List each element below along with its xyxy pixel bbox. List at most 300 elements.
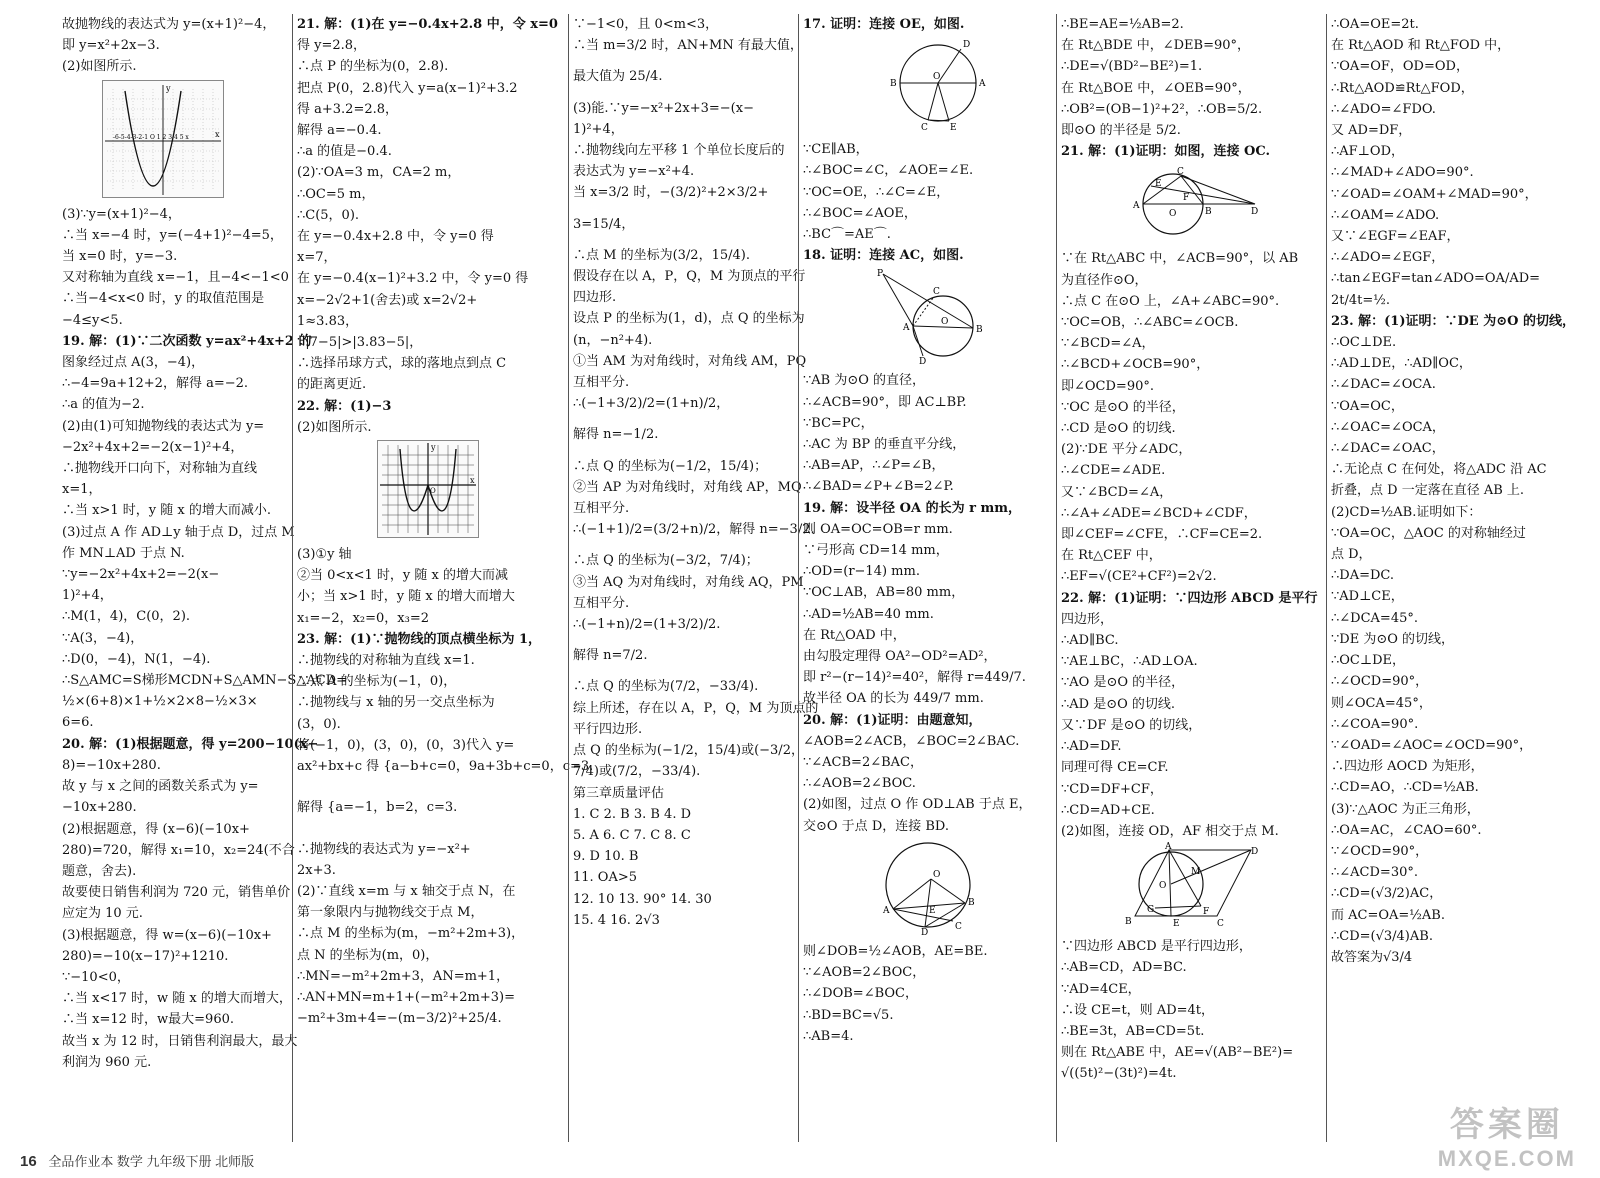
watermark-line-2: MXQE.COM [1437, 1146, 1576, 1171]
text-line: ②当 AP 为对角线时，对角线 AP，MQ [573, 479, 802, 495]
text-line [573, 446, 794, 456]
text-line: (3)根据题意，得 w=(x−6)(−10x+ [62, 927, 272, 943]
text-line: ②当 0<x<1 时，y 随 x 的增大而减 [297, 568, 508, 584]
text-line: 第一象限内与抛物线交于点 M， [297, 905, 484, 921]
text-line: (3，0). [297, 716, 341, 732]
circle-diagram-18 [873, 268, 993, 368]
text-line: −2x²+4x+2=−2(x−1)²+4， [62, 439, 244, 455]
text-line: ∴OD=(r−14) mm. [803, 564, 920, 580]
text-line: ∴当 x=−4 时，y=(−4+1)²−4=5， [62, 227, 283, 243]
text-line: −m²+3m+4=−(m−3/2)²+25/4. [297, 1011, 502, 1027]
text-line: (2)∵直线 x=m 与 x 轴交于点 N，在 [297, 883, 516, 899]
text-line: 第三章质量评估 [573, 785, 665, 801]
text-line: 则在 Rt△ABE 中，AE=√(AB²−BE²)= [1061, 1045, 1294, 1061]
text-line: 19. 解：设半径 OA 的长为 r mm， [803, 500, 1022, 516]
text-line: 四边形. [573, 290, 617, 306]
circle-figure-17 [883, 37, 993, 133]
text-line: −4≤y<5. [62, 312, 123, 328]
text-line: 6=6. [62, 715, 94, 731]
text-line: ∴C(5，0). [297, 207, 360, 223]
text-line: 而 AC=OA=½AB. [1331, 907, 1445, 923]
y-axis-label: y [431, 443, 436, 453]
text-line: (n，−n²+4). [573, 332, 653, 348]
text-line: ∴OB²=(OB−1)²+2²，∴OB=5/2. [1061, 101, 1263, 117]
figure-point-label: D [1251, 847, 1259, 858]
text-line: ∵OA=OF，OD=OD， [1331, 59, 1469, 75]
text-line: ∵AB 为⊙O 的直径， [803, 373, 926, 389]
text-line: 解得 a=−0.4. [297, 123, 382, 139]
text-line: ∴∠ADO=∠EGF， [1331, 250, 1445, 266]
text-line: (2)如图，连接 OD，AF 相交于点 M. [1061, 823, 1279, 839]
text-line: ∵OC 是⊙O 的半径， [1061, 399, 1185, 415]
text-line: ∴DE=√(BD²−BE²)=1. [1061, 59, 1203, 75]
text-line: ∴AD∥BC. [1061, 633, 1119, 649]
text-line [297, 829, 564, 839]
text-line: ∴当 m=3/2 时，AN+MN 有最大值， [573, 38, 803, 54]
text-line: (2)由(1)可知抛物线的表达式为 y= [62, 418, 265, 434]
text-line: 为直径作⊙O， [1061, 272, 1148, 288]
text-line: 假设存在以 A，P，Q，M 为顶点的平行 [573, 269, 806, 285]
text-line: 的距离更近. [297, 377, 367, 393]
text-line: 又∵DF 是⊙O 的切线， [1061, 717, 1202, 733]
text-line: ∴点 Q 的坐标为(−1/2，15/4)； [573, 458, 768, 474]
text-line: 题意，舍去). [62, 863, 137, 879]
text-line: 利润为 960 元. [62, 1054, 152, 1070]
column-4 [798, 14, 1056, 1142]
text-line: ∴tan∠EGF=tan∠ADO=OA/AD= [1331, 271, 1541, 287]
text-line: ①当 AM 为对角线时，对角线 AM，PQ [573, 353, 807, 369]
footer-book-title: 全品作业本 数学 九年级下册 北师版 [48, 1154, 255, 1169]
text-line: 故答案为√3/4 [1331, 949, 1413, 965]
text-line: 11. OA>5 [573, 870, 638, 886]
text-line: 故当 x 为 12 时，日销售利润最大，最大 [62, 1033, 298, 1049]
text-line: ∴∠CDE=∠ADE. [1061, 463, 1166, 479]
text-line: 把点 P(0，2.8)代入 y=a(x−1)²+3.2 [297, 80, 518, 96]
text-line: 20. 解：(1)根据题意，得 y=200−10(x− [62, 736, 319, 752]
text-line: ∴DA=DC. [1331, 568, 1395, 584]
text-line: (3)能.∵y=−x²+2x+3=−(x− [573, 100, 754, 116]
text-line: ∴设 CE=t，则 AD=4t， [1061, 1002, 1215, 1018]
text-line: ∴∠DOB=∠BOC， [803, 986, 918, 1002]
figure-point-label: B [890, 79, 897, 90]
figure-point-label: D [921, 927, 929, 938]
text-line: ½×(6+8)×1+½×2×8−½×3× [62, 694, 258, 710]
text-line: (3)∵△AOC 为正三角形， [1331, 801, 1480, 817]
text-line: ∴∠OAM=∠ADO. [1331, 207, 1440, 223]
text-line: ∴∠ACD=30°. [1331, 865, 1418, 881]
text-line: 又∵∠BCD=∠A， [1061, 484, 1173, 500]
figure-point-label: C [955, 921, 962, 932]
text-line: 1≈3.83， [297, 313, 359, 329]
text-line: 应定为 10 元. [62, 906, 143, 922]
circle-figure-20 [873, 839, 983, 938]
text-line: (2)∵OA=3 m，CA=2 m， [297, 165, 461, 181]
text-line: 即 y=x²+2x−3. [62, 38, 160, 54]
text-line: 设点 P 的坐标为(1，d)，点 Q 的坐标为 [573, 311, 805, 327]
text-line: 9. D 10. B [573, 849, 639, 865]
text-line: 即 r²−(r−14)²=40²，解得 r=449/7. [803, 670, 1026, 686]
function-graph [378, 441, 478, 537]
text-line: 在 y=−0.4x+2.8 中，令 y=0 得 [297, 229, 494, 245]
figure-point-label: M [1191, 867, 1201, 878]
text-line: ∵弓形高 CD=14 mm， [803, 543, 949, 559]
text-line: ∴∠A+∠ADE=∠BCD+∠CDF， [1061, 505, 1257, 521]
text-line: ∴抛物线的表达式为 y=−x²+ [297, 841, 471, 857]
text-line [297, 819, 564, 829]
text-line: 点 N 的坐标为(m，0)， [297, 947, 439, 963]
text-line: ∵y=−2x²+4x+2=−2(x− [62, 567, 220, 583]
text-line: 解得 {a=−1，b=2，c=3. [297, 800, 458, 816]
text-line: ∴OC⊥DE. [1331, 335, 1397, 351]
figure-point-label: B [976, 325, 983, 336]
text-line: 1)²+4， [62, 588, 113, 604]
circle-diagram-21 [1131, 164, 1261, 242]
text-line: ∴D(0，−4)，N(1，−4). [62, 651, 211, 667]
text-line: ∵四边形 ABCD 是平行四边形， [1061, 939, 1252, 955]
figure-point-label: E [929, 905, 936, 916]
text-line: (2)∵DE 平分∠ADC， [1061, 442, 1192, 458]
figure-point-label: B [1205, 207, 1212, 218]
figure-point-label: D [919, 357, 927, 368]
text-line: ∴AD=½AB=40 mm. [803, 606, 934, 622]
text-line: ∵A(3，−4)， [62, 630, 144, 646]
text-line: ∴当−4<x<0 时，y 的取值范围是 [62, 291, 265, 307]
text-line: ∵AO 是⊙O 的半径， [1061, 675, 1185, 691]
watermark [1438, 1097, 1576, 1172]
figure-point-label: D [1251, 207, 1259, 218]
text-line: (2)根据题意，得 (x−6)(−10x+ [62, 821, 250, 837]
text-line: ∴CD=AO，∴CD=½AB. [1331, 780, 1479, 796]
text-line: ∴∠BOC=∠C，∠AOE=∠E. [803, 163, 974, 179]
page-number: 16 [20, 1153, 37, 1170]
origin-label: O [430, 487, 436, 496]
text-line: ∵−10<0， [62, 969, 130, 985]
text-line: ∵DE 为⊙O 的切线， [1331, 631, 1454, 647]
text-line: 3=15/4， [573, 216, 635, 232]
text-line: ∴BC⌒=AE⌒. [803, 227, 891, 243]
text-line: ∴M(1，4)，C(0，2). [62, 609, 191, 625]
text-line: (3)过点 A 作 AD⊥y 轴于点 D，过点 M [62, 524, 295, 540]
text-line: 2x+3. [297, 862, 336, 878]
text-line: 解得 n=7/2. [573, 648, 648, 664]
text-line [297, 787, 564, 797]
text-line: 23. 解：(1)∵抛物线的顶点横坐标为 1， [297, 631, 542, 647]
text-line: 1. C 2. B 3. B 4. D [573, 806, 692, 822]
text-line: x₁=−2，x₂=0，x₃=2 [297, 610, 430, 626]
text-line: 图象经过点 A(3，−4)， [62, 355, 205, 371]
text-line: ∴(−1+1)/2=(3/2+n)/2，解得 n=−3/2. [573, 522, 815, 538]
text-line: ∴OC=5 m， [297, 186, 375, 202]
text-line: ③当 AQ 为对角线时，对角线 AQ，PM [573, 574, 804, 590]
figure-point-label: G [1147, 905, 1155, 916]
figure-point-label: E [950, 123, 957, 134]
text-line: 平行四边形. [573, 721, 643, 737]
text-line: 则 OA=OC=OB=r mm. [803, 521, 953, 537]
figure-point-label: E [1155, 179, 1162, 190]
text-line: ∵OC⊥AB，AB=80 mm， [803, 585, 965, 601]
figure-point-label: P [877, 269, 884, 280]
figure-point-label: C [1217, 919, 1224, 930]
text-line: 280)=−10(x−17)²+1210. [62, 948, 229, 964]
text-line: 在 Rt△BDE 中，∠DEB=90°， [1061, 38, 1251, 54]
text-line: ∴∠DAC=∠OCA. [1331, 377, 1436, 393]
text-line: x=−2√2+1(舍去)或 x=2√2+ [297, 292, 478, 308]
column-5 [1056, 14, 1326, 1142]
text-line: ∴AD=DF. [1061, 739, 1122, 755]
text-line: 又∵∠EGF=∠EAF， [1331, 229, 1460, 245]
parabola-graph-figure [102, 80, 224, 198]
figure-point-label: E [1173, 919, 1180, 930]
figure-point-label: D [963, 40, 971, 51]
text-line: x=7， [297, 250, 337, 266]
column-3 [568, 14, 819, 1142]
text-line: 在 Rt△BOE 中，∠OEB=90°， [1061, 80, 1251, 96]
column-2 [292, 14, 594, 1142]
text-line: 当 x=3/2 时，−(3/2)²+2×3/2+ [573, 185, 769, 201]
text-line: ∠AOB=2∠ACB，∠BOC=2∠BAC. [803, 733, 1020, 749]
circle-figure-22 [1121, 844, 1261, 930]
text-line: 交⊙O 于点 D，连接 BD. [803, 818, 950, 834]
text-line: 18. 证明：连接 AC，如图. [803, 248, 964, 264]
text-line: ∴点 C 在⊙O 上，∠A+∠ABC=90°. [1061, 293, 1280, 309]
text-line: 22. 解：(1)证明：∵四边形 ABCD 是平行 [1061, 590, 1318, 606]
text-line: 15. 4 16. 2√3 [573, 912, 660, 928]
text-line: 小；当 x>1 时，y 随 x 的增大而增大 [297, 589, 515, 605]
text-line: √((5t)²−(3t)²)=4t. [1061, 1066, 1177, 1082]
text-line: ∴CD=(√3/4)AB. [1331, 928, 1433, 944]
text-line: ∴AC 为 BP 的垂直平分线， [803, 437, 966, 453]
text-line: ∴BE=AE=½AB=2. [1061, 17, 1184, 32]
text-line: 即∠OCD=90°. [1061, 378, 1154, 394]
text-line: x=1， [62, 482, 102, 498]
text-line: ∵OA=OC，△AOC 的对称轴经过 [1331, 525, 1526, 541]
text-line: 综上所述，存在以 A，P，Q，M 为顶点的 [573, 700, 819, 716]
text-line: 又对称轴为直线 x=−1，且−4<−1<0 [62, 270, 289, 286]
figure-point-label: A [903, 323, 910, 334]
text-line: 又 AD=DF， [1331, 123, 1412, 139]
figure-point-label: A [1165, 842, 1172, 853]
text-line: 则∠DOB=½∠AOB，AE=BE. [803, 943, 988, 959]
text-line: ∴∠BOC=∠AOE， [803, 205, 917, 221]
text-line: 21. 解：(1)证明：如图，连接 OC. [1061, 144, 1270, 160]
text-line: ∴∠ACB=90°，即 AC⊥BP. [803, 394, 967, 410]
figure-point-label: F [1203, 907, 1210, 918]
text-line: 22. 解：(1)−3 [297, 398, 392, 414]
text-line: 17. 证明：连接 OE，如图. [803, 17, 965, 32]
text-line: ∴∠DCA=45°. [1331, 610, 1418, 626]
circle-figure-21 [1131, 164, 1261, 242]
function-graph-figure [377, 440, 479, 538]
text-line: 7/4)或(7/2，−33/4). [573, 764, 701, 780]
text-line: ∴AD⊥DE，∴AD∥OC， [1331, 356, 1472, 372]
text-line: ∴AB=CD，AD=BC. [1061, 960, 1187, 976]
text-line: ∴EF=√(CE²+CF²)=2√2. [1061, 569, 1217, 585]
text-line: ∵OC=OE，∴∠C=∠E， [803, 184, 950, 200]
circle-figure-18 [873, 268, 993, 368]
figure-point-label: O [941, 317, 949, 328]
text-line: (3)①y 轴 [297, 547, 352, 563]
text-line: ∴−4=9a+12+2，解得 a=−2. [62, 376, 249, 392]
text-line: ∵AD⊥CE， [1331, 589, 1404, 605]
text-line [573, 540, 794, 550]
text-line: 最大值为 25/4. [573, 69, 663, 85]
text-line: 解得 n=−1/2. [573, 427, 659, 443]
text-line: 23. 解：(1)证明：∵DE 为⊙O 的切线， [1331, 313, 1575, 329]
text-line: 得 y=2.8， [297, 38, 367, 54]
text-line: 当 x=0 时，y=−3. [62, 249, 178, 265]
text-line: 2t/4t=½. [1331, 292, 1390, 308]
text-line: 1)²+4， [573, 121, 624, 137]
text-line: ∵OA=OC， [1331, 398, 1404, 414]
text-line: 互相平分. [573, 501, 630, 517]
text-line: ∴抛物线的对称轴为直线 x=1. [297, 653, 475, 669]
text-line: ∴AB=4. [803, 1028, 854, 1044]
figure-point-label: O [1169, 209, 1177, 220]
text-line: ∴点 Q 的坐标为(−3/2，7/4)； [573, 553, 759, 569]
text-line: ∵∠OAD=∠OAM+∠MAD=90°， [1331, 186, 1538, 202]
text-line: ∴AF⊥OD， [1331, 144, 1404, 160]
text-line: ∴OC⊥DE， [1331, 653, 1406, 669]
text-line: 12. 10 13. 90° 14. 30 [573, 891, 712, 907]
text-line: 在 y=−0.4(x−1)²+3.2 中，令 y=0 得 [297, 271, 529, 287]
text-line: ∴CD=AD+CE. [1061, 802, 1155, 818]
text-line [573, 235, 794, 245]
text-line [573, 88, 794, 98]
text-line [573, 204, 794, 214]
text-line: ∵∠OCD=90°， [1331, 843, 1429, 859]
text-line: (3)∵y=(x+1)²−4， [62, 206, 181, 222]
page-footer [20, 1151, 254, 1170]
text-line: ∴点 Q 的坐标为(7/2，−33/4). [573, 679, 759, 695]
text-line: 在 Rt△AOD 和 Rt△FOD 中， [1331, 38, 1511, 54]
y-axis-label: y [166, 83, 171, 93]
text-line: ∴MN=−m²+2m+3，AN=m+1， [297, 968, 510, 984]
text-line [573, 414, 794, 424]
text-line: 将(−1，0)，(3，0)，(0，3)代入 y= [297, 737, 515, 753]
text-line [297, 777, 564, 787]
text-line: 19. 解：(1)∵二次函数 y=ax²+4x+2 的 [62, 333, 312, 349]
text-line: (2)CD=½AB.证明如下： [1331, 504, 1482, 520]
text-line: ∴点 P 的坐标为(0，2.8). [297, 59, 449, 75]
text-line: ∵−1<0，且 0<m<3， [573, 17, 719, 32]
figure-point-label: C [1177, 167, 1184, 178]
text-line: 作 MN⊥AD 于点 N. [62, 545, 185, 561]
text-line: ∴Rt△AOD≌Rt△FOD， [1331, 80, 1474, 96]
figure-point-label: F [1183, 193, 1190, 204]
text-line: 则∠OCA=45°， [1331, 695, 1432, 711]
text-line: ∵点 A 的坐标为(−1，0)， [297, 674, 457, 690]
text-line: 在 Rt△CEF 中， [1061, 548, 1162, 564]
figure-point-label: B [1125, 917, 1132, 928]
text-line: ax²+bx+c 得 {a−b+c=0，9a+3b+c=0，c=3. [297, 759, 594, 775]
text-line: (2)如图，过点 O 作 OD⊥AB 于点 E， [803, 797, 1032, 813]
text-line: 5. A 6. C 7. C 8. C [573, 827, 691, 843]
text-line: ∵OC=OB，∴∠ABC=∠OCB. [1061, 315, 1239, 331]
text-line: ∴BE=3t，AB=CD=5t. [1061, 1023, 1205, 1039]
text-line: ∴抛物线与 x 轴的另一交点坐标为 [297, 695, 495, 711]
text-line: ∴AB=AP，∴∠P=∠B， [803, 458, 945, 474]
figure-point-label: O [933, 869, 941, 880]
text-line: ∵∠ACB=2∠BAC， [803, 755, 923, 771]
text-line: ∵∠AOB=2∠BOC， [803, 965, 926, 981]
text-line: 点 D， [1331, 547, 1372, 563]
x-tick-labels: -6-5-4-3-2-1 O 1 2 3 4 5 x [113, 133, 189, 141]
text-line: 故抛物线的表达式为 y=(x+1)²−4， [62, 17, 276, 32]
text-line: 故要使日销售利润为 720 元，销售单价 [62, 885, 291, 901]
figure-point-label: O [1159, 881, 1167, 892]
text-line: 在 Rt△OAD 中， [803, 627, 906, 643]
text-line: ∵∠OAD=∠AOC=∠OCD=90°， [1331, 737, 1533, 753]
text-line: ∴CD 是⊙O 的切线. [1061, 421, 1176, 437]
text-line: ∵AE⊥BC，∴AD⊥OA. [1061, 654, 1198, 670]
text-line: ∴当 x<17 时，w 随 x 的增大而增大， [62, 991, 292, 1007]
column-6 [1326, 14, 1600, 1142]
text-line: ∴点 M 的坐标为(3/2，15/4). [573, 247, 750, 263]
text-line [573, 666, 794, 676]
text-line: ∴OA=AC，∠CAO=60°. [1331, 822, 1482, 838]
text-line: ∴AD 是⊙O 的切线. [1061, 696, 1176, 712]
text-line: ∵BC=PC， [803, 415, 874, 431]
text-line: ∴a 的值是−0.4. [297, 144, 392, 160]
circle-diagram-22 [1121, 844, 1261, 930]
text-line: ∵在 Rt△ABC 中，∠ACB=90°，以 AB [1061, 251, 1299, 267]
text-line: ∵|7−5|>|3.83−5|， [297, 335, 423, 351]
text-line: 故 y 与 x 之间的函数关系式为 y= [62, 779, 259, 795]
text-line: ∴(−1+3/2)/2=(1+n)/2， [573, 396, 730, 412]
text-line: ∴OA=OE=2t. [1331, 17, 1419, 32]
text-line: 故半径 OA 的长为 449/7 mm. [803, 691, 984, 707]
text-line: ∴∠MAD+∠ADO=90°. [1331, 165, 1474, 181]
circle-diagram-20 [873, 839, 983, 938]
x-axis-label: x [470, 476, 475, 486]
text-line: ∴AN+MN=m+1+(−m²+2m+3)= [297, 989, 516, 1005]
text-line: 表达式为 y=−x²+4. [573, 164, 695, 180]
text-line: ∵CE∥AB， [803, 142, 869, 158]
text-line: 20. 解：(1)证明：由题意知， [803, 712, 982, 728]
text-line: ∴∠OCD=90°， [1331, 674, 1429, 690]
text-line: 得 a+3.2=2.8， [297, 101, 399, 117]
figure-point-label: A [979, 79, 986, 90]
text-line: ∴当 x=12 时，w最大=960. [62, 1012, 234, 1028]
text-line: 由勾股定理得 OA²−OD²=AD²， [803, 649, 997, 665]
text-line: ∵∠BCD=∠A， [1061, 336, 1155, 352]
text-line: ∵CD=DF+CF， [1061, 781, 1163, 797]
figure-point-label: C [921, 123, 928, 134]
figure-point-label: C [933, 287, 940, 298]
text-line [573, 56, 794, 66]
x-axis-label: x [215, 129, 220, 139]
text-line: 280)=720，解得 x₁=10，x₂=24(不合 [62, 842, 295, 858]
figure-point-label: O [933, 72, 941, 83]
text-line: ∴(−1+n)/2=(1+3/2)/2. [573, 617, 721, 633]
figure-point-label: B [968, 897, 975, 908]
parabola-graph [103, 81, 223, 197]
text-line: 互相平分. [573, 375, 630, 391]
text-line: ∴∠BAD=∠P+∠B=2∠P. [803, 479, 954, 495]
text-line: ∴抛物线开口向下，对称轴为直线 [62, 461, 258, 477]
text-line: (2)如图所示. [62, 59, 137, 75]
text-line: ∴四边形 AOCD 为矩形， [1331, 759, 1484, 775]
circle-diagram-17 [883, 37, 993, 133]
text-line: 同理可得 CE=CF. [1061, 760, 1169, 776]
text-line: 即∠CEF=∠CFE，∴CF=CE=2. [1061, 527, 1263, 543]
text-line: 21. 解：(1)在 y=−0.4x+2.8 中，令 x=0 [297, 17, 558, 32]
text-line: ∴无论点 C 在何处，将△ADC 沿 AC [1331, 462, 1547, 478]
text-line: ∴∠DAC=∠OAC， [1331, 441, 1445, 457]
text-line: ∴抛物线向左平移 1 个单位长度后的 [573, 143, 785, 159]
text-line: (2)如图所示. [297, 419, 372, 435]
figure-point-label: A [883, 905, 890, 916]
